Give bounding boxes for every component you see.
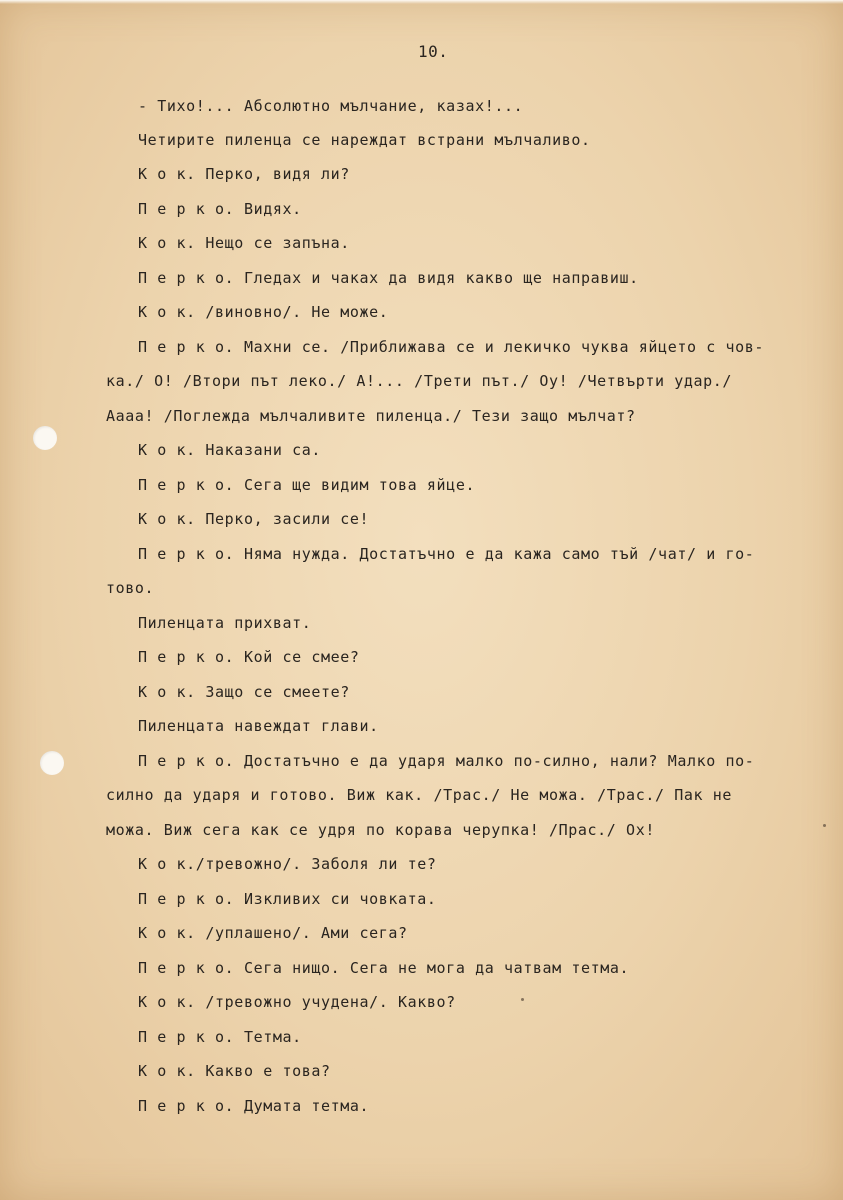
- text-line: П е р к о. Гледах и чаках да видя какво ще направиш.: [138, 269, 639, 287]
- text-line: К о к./тревожно/. Заболя ли те?: [138, 855, 437, 873]
- text-line: П е р к о. Думата тетма.: [138, 1097, 370, 1115]
- text-line: П е р к о. Сега ще видим това яйце.: [138, 476, 476, 494]
- text-line: ка./ О! /Втори път леко./ А!... /Трети път./ Оу! /Четвърти удар./: [106, 372, 732, 390]
- text-line: Аааа! /Поглежда мълчаливите пиленца./ Тези защо мълчат?: [106, 407, 636, 425]
- text-line: К о к. /уплашено/. Ами сега?: [138, 924, 408, 942]
- page-number: 10.: [418, 42, 449, 61]
- text-line: можа. Виж сега как се удря по корава черупка! /Прас./ Ох!: [106, 821, 655, 839]
- text-line: К о к. /виновно/. Не може.: [138, 303, 389, 321]
- paper-top-edge: [0, 0, 843, 4]
- punch-hole-upper: [33, 426, 57, 450]
- text-line: К о к. Какво е това?: [138, 1062, 331, 1080]
- text-line: К о к. Защо се смеете?: [138, 683, 350, 701]
- text-line: Четирите пиленца се нареждат встрани мълчаливо.: [138, 131, 591, 149]
- text-line: тово.: [106, 579, 155, 597]
- text-line: - Тихо!... Абсолютно мълчание, казах!...: [138, 97, 524, 115]
- text-line: П е р к о. Кой се смее?: [138, 648, 360, 666]
- text-line: К о к. /тревожно учудена/. Какво?: [138, 993, 456, 1011]
- text-line: К о к. Перко, засили се!: [138, 510, 370, 528]
- text-line: силно да ударя и готово. Виж как. /Трас./ Не можа. /Трас./ Пак не: [106, 786, 732, 804]
- text-line: Пиленцата прихват.: [138, 614, 312, 632]
- ink-speck: [521, 998, 524, 1001]
- text-line: П е р к о. Няма нужда. Достатъчно е да кажа само тъй /чат/ и го-: [138, 545, 755, 563]
- text-line: П е р к о. Видях.: [138, 200, 302, 218]
- text-line: П е р к о. Изкливих си човката.: [138, 890, 437, 908]
- text-line: К о к. Перко, видя ли?: [138, 165, 350, 183]
- text-line: П е р к о. Достатъчно е да ударя малко по-силно, нали? Малко по-: [138, 752, 755, 770]
- text-line: П е р к о. Сега нищо. Сега не мога да чатвам тетма.: [138, 959, 630, 977]
- text-line: К о к. Наказани са.: [138, 441, 321, 459]
- text-line: П е р к о. Тетма.: [138, 1028, 302, 1046]
- ink-speck: [823, 824, 826, 827]
- text-line: К о к. Нещо се запъна.: [138, 234, 350, 252]
- punch-hole-lower: [40, 751, 64, 775]
- text-line: Пиленцата навеждат глави.: [138, 717, 379, 735]
- text-line: П е р к о. Махни се. /Приближава се и лекичко чуква яйцето с чов-: [138, 338, 764, 356]
